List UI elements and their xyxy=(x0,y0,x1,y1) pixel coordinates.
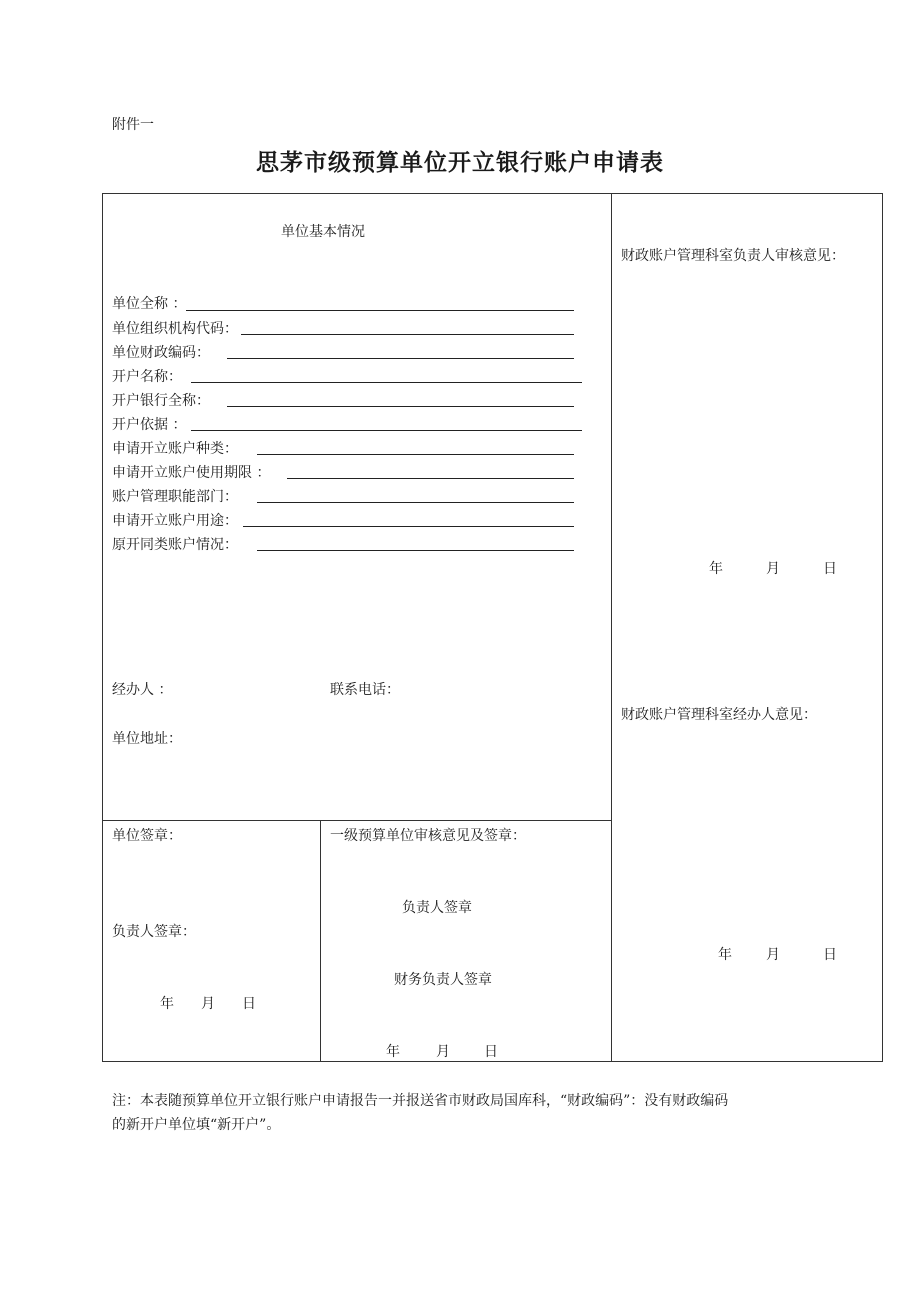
finance-handler-opinion-label: 财政账户管理科室经办人意见： xyxy=(621,707,817,723)
date-year: 年 xyxy=(709,561,723,577)
field-label: 单位全称 ： xyxy=(112,296,187,312)
attachment-label: 附件一 xyxy=(112,117,154,133)
table-border-top xyxy=(102,193,883,194)
unit-seal-label: 单位签章： xyxy=(112,828,182,844)
field-input-line[interactable] xyxy=(243,526,574,527)
table-border-right xyxy=(882,193,883,1062)
head-sign-label: 负责人签章： xyxy=(112,924,196,940)
field-input-line[interactable] xyxy=(257,454,574,455)
field-input-line[interactable] xyxy=(227,406,574,407)
date-day: 日 xyxy=(242,996,256,1012)
field-input-line[interactable] xyxy=(186,310,574,311)
footnote-line: 注：本表随预算单位开立银行账户申请报告一并报送省市财政局国库科，“财政编码”：没有财政编码 xyxy=(112,1093,729,1109)
field-label: 申请开立账户使用期限 ： xyxy=(112,465,271,481)
field-input-line[interactable] xyxy=(191,382,582,383)
date-month: 月 xyxy=(436,1044,450,1060)
field-label: 单位组织机构代码： xyxy=(112,321,238,337)
table-divider-bottom-mid xyxy=(320,820,321,1062)
section-heading: 单位基本情况 xyxy=(281,224,365,240)
date-year: 年 xyxy=(718,947,732,963)
date-year: 年 xyxy=(386,1044,400,1060)
handler-label: 经办人 ： xyxy=(112,682,173,698)
field-label: 账户管理职能部门： xyxy=(112,489,238,505)
field-label: 开户银行全称： xyxy=(112,393,210,409)
field-input-line[interactable] xyxy=(257,502,574,503)
date-year: 年 xyxy=(160,996,174,1012)
first-level-review-label: 一级预算单位审核意见及签章： xyxy=(330,828,526,844)
field-label: 单位财政编码： xyxy=(112,345,210,361)
field-label: 申请开立账户用途： xyxy=(112,513,238,529)
table-border-bottom xyxy=(102,1061,883,1062)
date-month: 月 xyxy=(766,561,780,577)
field-input-line[interactable] xyxy=(191,430,582,431)
field-input-line[interactable] xyxy=(287,478,574,479)
field-label: 开户依据 ： xyxy=(112,417,187,433)
head-sign-label: 负责人签章 xyxy=(402,900,472,916)
finance-head-opinion-label: 财政账户管理科室负责人审核意见： xyxy=(621,248,845,264)
date-day: 日 xyxy=(823,947,837,963)
date-month: 月 xyxy=(766,947,780,963)
date-month: 月 xyxy=(201,996,215,1012)
form-title: 思茅市级预算单位开立银行账户申请表 xyxy=(256,150,664,176)
table-divider-left-bottom xyxy=(102,820,612,821)
table-divider-main xyxy=(611,193,612,1062)
phone-label: 联系电话： xyxy=(330,682,400,698)
field-input-line[interactable] xyxy=(241,334,574,335)
date-day: 日 xyxy=(823,561,837,577)
footnote-line: 的新开户单位填“新开户”。 xyxy=(112,1117,281,1133)
field-input-line[interactable] xyxy=(257,550,574,551)
date-day: 日 xyxy=(484,1044,498,1060)
field-label: 开户名称： xyxy=(112,369,182,385)
field-input-line[interactable] xyxy=(227,358,574,359)
field-label: 原开同类账户情况： xyxy=(112,537,238,553)
finance-head-sign-label: 财务负责人签章 xyxy=(394,972,492,988)
table-border-left xyxy=(102,193,103,1062)
field-label: 申请开立账户种类： xyxy=(112,441,238,457)
address-label: 单位地址： xyxy=(112,731,182,747)
